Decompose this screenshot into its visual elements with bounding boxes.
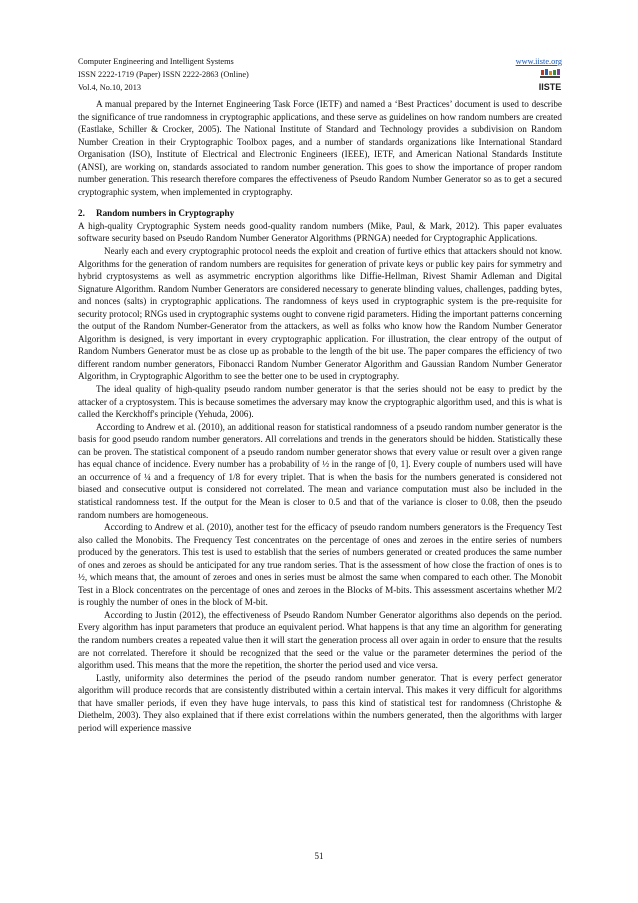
- paragraph: Nearly each and every cryptographic protocol needs the exploit and creation of furtive ethics that attackers should not know. Algorithms for the generation of random numbers are requisites for generation of private keys or public key pairs for symmetry and hybrid cryptosystems as well as asymmetric encryption algorithms like Diffie-Hellman, Rivest Shamir Adleman and Digital Signature Algorithm. Random Number Generators are considered necessary to generate blinding values, challenges, padding bytes, and nonces (salts) in cryptographic applications. The randomness of keys used in cryptographic system is the pre-requisite for security protocol; RNGs used in cryptographic systems ought to convene rigid parameters. Hiding the important patterns concerning the output of the Random Number-Generator from the attackers, as well as folks who know how the Random Number Generator Algorithm is designed, is very important in every cryptographic application. For illustration, the clear entropy of the output of Random Numbers Generator must be as close up as probable to the length of the bit use. The paper compares the efficiency of two different random number generators, Fibonacci Random Number Generator Algorithm and Gaussian Random Number Generator Algorithm, in Cryptographic Algorithm to see the better one to be used in cryptography.: [78, 246, 562, 382]
- article-body: [78, 98, 562, 734]
- issn-line: ISSN 2222-1719 (Paper) ISSN 2222-2863 (Online): [78, 70, 249, 80]
- iiste-logo: [538, 69, 562, 95]
- section-number: 2.: [78, 208, 85, 219]
- logo-text: IISTE: [538, 82, 562, 92]
- volume-line: Vol.4, No.10, 2013: [78, 83, 141, 93]
- paragraph: According to Justin (2012), the effectiveness of Pseudo Random Number Generator algorithms also depends on the period. Every algorithm has input parameters that produce an equivalent period. What happens is that any time an algorithm for generating the random numbers creates a repeated value then it will start the generation process all over again in order to ensure that the results are not correlated. Therefore it should be recognized that the seed or the value or the parameter determines the period of the algorithm used. This means that the more the repetition, the shorter the period used and vice versa.: [78, 609, 562, 671]
- paragraph: Lastly, uniformity also determines the period of the pseudo random number generator. That is every perfect generator algorithm will produce records that are consistently distributed within a certain interval. This makes it very difficult for algorithms that have smaller periods, if even they have huge intervals, to pass this kind of statistical test for randomness (Christophe & Diethelm, 2003). They also explained that if there exist correlations within the numbers generated, then the algorithms with larger period will experience massive: [78, 672, 562, 733]
- journal-url-link[interactable]: www.iiste.org: [515, 57, 562, 66]
- paragraph: A high-quality Cryptographic System needs good-quality random numbers (Mike, Paul, & Mark, 2012). This paper evaluates software security based on Pseudo Random Number Generator Algorithms (PRNGA) needed for Cryptographic Applications.: [78, 220, 562, 244]
- paragraph: The ideal quality of high-quality pseudo random number generator is that the series should not be easy to predict by the attacker of a cryptosystem. This is because sometimes the adversary may know the cryptographic algorithm used, and this is what is called the Kerckhoff's principle (Yehuda, 2006).: [78, 384, 562, 420]
- section-heading: [78, 207, 562, 220]
- page-number: 51: [314, 851, 324, 861]
- running-header: [78, 55, 562, 95]
- paragraph-intro: A manual prepared by the Internet Engineering Task Force (IETF) and named a ‘Best Practices’ document is used to describe the significance of true randomness in cryptographic applications, and these serve as guidelines on how random numbers are created (Eastlake, Schiller & Crocker, 2005). The National Institute of Standard and Technology provides a subdivision on Random Number Creation in their Cryptographic Toolbox pages, and a number of standards organizations like International Standard Organisation (ISO), Institute of Electrical and Electronic Engineers (IEEE), IETF, and American National Standards Institute (ANSI), are working on, standards associated to random number generation. This goes to show the importance of proper random number generation. This research therefore compares the effectiveness of Pseudo Random Number Generator so as to get a secured cryptographic system, when implemented in cryptography.: [78, 99, 562, 197]
- section-title: Random numbers in Cryptography: [96, 208, 235, 219]
- journal-name: Computer Engineering and Intelligent Systems: [78, 57, 234, 66]
- paragraph: According to Andrew et al. (2010), an additional reason for statistical randomness of a pseudo random number generator is the basis for good pseudo random number generators. All correlations and trends in the generators should be hidden. Statistically these can be proven. The statistical component of a pseudo random number generator shows that every value or result over a given range has equal chance of incidence. Every number has a probability of ½ in the range of [0, 1]. Every couple of numbers used will have an occurrence of ¼ and a frequency of 1/8 for every triplet. That is when the basis for the numbers generated is considered not biased and consecutive output is considered not correlated. The mean and variance computation must also be included in the statistical randomness test. If the output for the Mean is closer to 0.5 and that of the variance is closer to 0.08, then the pseudo random numbers are homogeneous.: [78, 421, 562, 520]
- paragraph: According to Andrew et al. (2010), another test for the efficacy of pseudo random numbers generators is the Frequency Test also called the Monobits. The Frequency Test concentrates on the percentage of ones and zeroes in the entire series of numbers produced by the generators. This test is used to establish that the series of numbers generated or created produces the same number of ones and zeroes as should be anticipated for any true random series. That is the assessment of how close the fraction of ones is to ½, which means that, the amount of zeroes and ones in series must be almost the same when compared to each other. The Monobit Test in a Block concentrates on the percentage of ones and zeroes in the Blocks of M-bits. This assessment ascertains whether M/2 is roughly the number of ones in the block of M-bit.: [78, 522, 562, 608]
